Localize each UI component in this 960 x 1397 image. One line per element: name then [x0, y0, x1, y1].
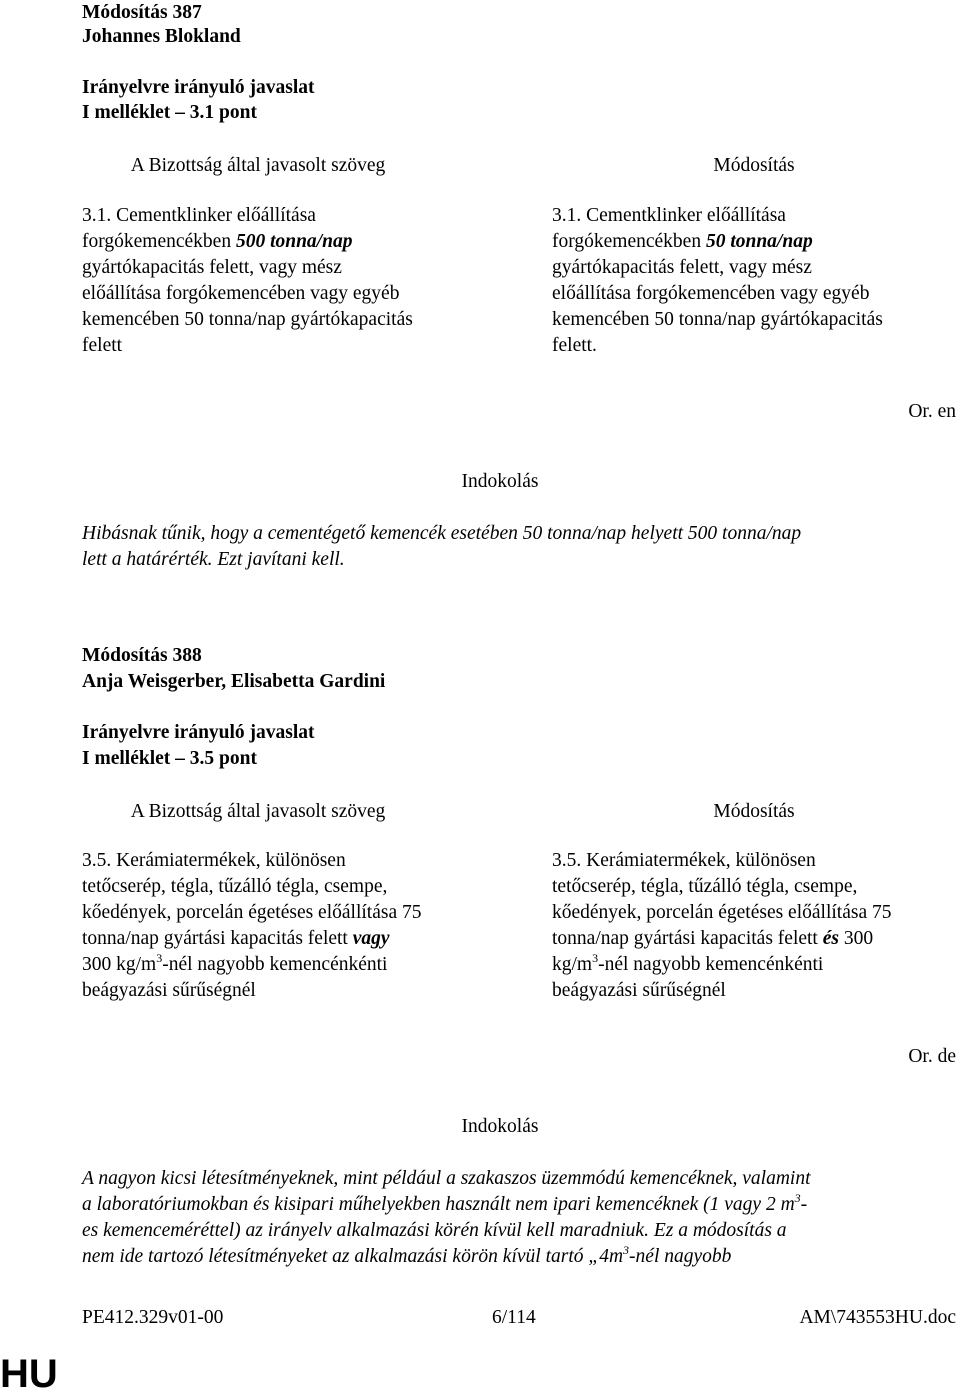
text-line: gyártókapacitás felett, vagy mész — [82, 257, 342, 278]
amendment-387-proposal-type: Irányelvre irányuló javaslat — [82, 77, 315, 98]
footer-document-reference: PE412.329v01-00 — [82, 1307, 224, 1328]
amendment-388-justification — [82, 1166, 952, 1270]
amendment-388-commission-text — [82, 848, 482, 1004]
amendment-388-proposal-type: Irányelvre irányuló javaslat — [82, 722, 315, 743]
amendment-388-original-language: Or. de — [908, 1046, 956, 1067]
text-line: gyártókapacitás felett, vagy mész — [552, 257, 812, 278]
superscript: 3 — [623, 1243, 630, 1257]
text-line: kemencében 50 tonna/nap gyártókapacitás — [82, 309, 413, 330]
text-line: 3.1. Cementklinker előállítása — [552, 205, 786, 226]
amendment-388-heading: Módosítás 388 — [82, 645, 202, 666]
text-line: tetőcserép, tégla, tűzálló tégla, csempe, — [82, 876, 388, 897]
text-line: 3.5. Kerámiatermékek, különösen — [82, 850, 346, 871]
text-line: 3.1. Cementklinker előállítása — [82, 205, 316, 226]
text-line: lett a határérték. Ezt javítani kell. — [82, 549, 345, 570]
amendment-387-left-column-header: A Bizottság által javasolt szöveg — [130, 155, 386, 176]
text-line: forgókemencékben 50 tonna/nap — [552, 231, 813, 252]
amendment-388-reference: I melléklet – 3.5 pont — [82, 748, 257, 769]
text-line: előállítása forgókemencében vagy egyéb — [552, 283, 870, 304]
text-line: Hibásnak tűnik, hogy a cementégető kemencék esetében 50 tonna/nap helyett 500 tonna/nap — [82, 523, 802, 544]
amendment-388-amended-text — [552, 848, 960, 1004]
highlighted-change: vagy — [352, 928, 390, 949]
page-footer — [82, 1305, 956, 1331]
amendment-388-right-column-header: Módosítás — [713, 801, 795, 822]
superscript: 3 — [156, 951, 163, 965]
amendment-387-author: Johannes Blokland — [82, 26, 241, 47]
text-line: forgókemencékben 500 tonna/nap — [82, 231, 353, 252]
text-line: tonna/nap gyártási kapacitás felett és 300 — [552, 928, 874, 949]
amendment-387-justification-header: Indokolás — [461, 471, 539, 492]
text-line: kemencében 50 tonna/nap gyártókapacitás — [552, 309, 883, 330]
highlighted-change: és — [822, 928, 839, 949]
superscript: 3 — [592, 951, 599, 965]
amendment-387-justification — [82, 521, 952, 573]
amendment-387-original-language: Or. en — [908, 401, 956, 422]
text-line: kőedények, porcelán égetéses előállítása 75 — [82, 902, 422, 923]
amendment-387-reference: I melléklet – 3.1 pont — [82, 102, 257, 123]
text-line: es kemenceméréttel) az irányelv alkalmazási körén kívül kell maradniuk. Ez a módosítás a — [82, 1220, 787, 1241]
text-line: nem ide tartozó létesítményeket az alkalmazási körön kívül tartó $„4m^3$-nél nagyobb — [82, 1243, 732, 1267]
text-line: beágyazási sűrűségnél — [552, 980, 726, 1001]
text-line: tonna/nap gyártási kapacitás felett vagy — [82, 928, 390, 949]
highlighted-change: 500 tonna/nap — [235, 231, 353, 252]
amendment-387-commission-text — [82, 203, 482, 359]
language-tag: HU — [0, 1352, 58, 1396]
amendment-387-heading: Módosítás 387 — [82, 2, 202, 23]
highlighted-change: 50 tonna/nap — [705, 231, 813, 252]
superscript: 3 — [794, 1191, 801, 1205]
text-line: A nagyon kicsi létesítményeknek, mint például a szakaszos üzemmódú kemencéknek, valamint — [82, 1168, 811, 1189]
amendment-388-left-column-header: A Bizottság által javasolt szöveg — [130, 801, 386, 822]
amendment-387-right-column-header: Módosítás — [713, 155, 795, 176]
text-line: beágyazási sűrűségnél — [82, 980, 256, 1001]
text-line: 300 $kg/m^3$-nél nagyobb kemencénkénti — [82, 951, 388, 975]
amendment-388-author: Anja Weisgerber, Elisabetta Gardini — [82, 671, 386, 692]
text-line: kőedények, porcelán égetéses előállítása 75 — [552, 902, 892, 923]
amendment-388-justification-header: Indokolás — [461, 1116, 539, 1137]
text-line: tetőcserép, tégla, tűzálló tégla, csempe, — [552, 876, 858, 897]
text-line: $kg/m^3$-nél nagyobb kemencénkénti — [552, 951, 824, 975]
text-line: felett. — [552, 335, 597, 356]
footer-file-name: AM\743553HU.doc — [799, 1307, 956, 1328]
amendment-387-amended-text — [552, 203, 960, 359]
text-line: a laboratóriumokban és kisipari műhelyekben használt nem ipari kemencéknek (1 vagy 2 $m^3-$ — [82, 1191, 808, 1215]
text-line: előállítása forgókemencében vagy egyéb — [82, 283, 400, 304]
text-line: 3.5. Kerámiatermékek, különösen — [552, 850, 816, 871]
footer-page-number: 6/114 — [492, 1307, 536, 1328]
text-line: felett — [82, 335, 123, 356]
